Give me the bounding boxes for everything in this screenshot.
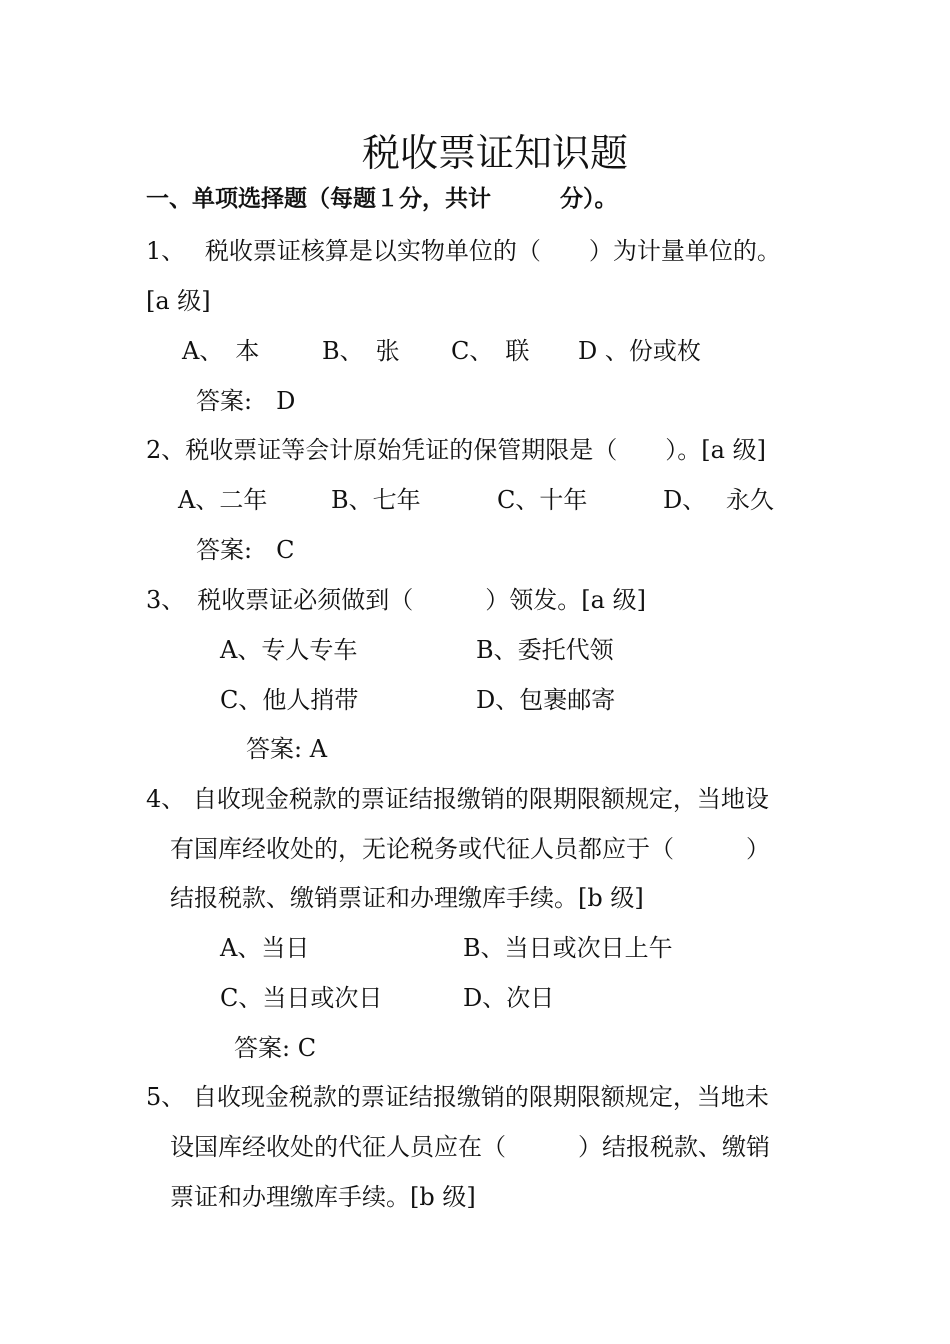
question-5-line-1: 5、 自收现金税款的票证结报缴销的限期限额规定，当地未 — [146, 1083, 769, 1111]
question-5-line-3: 票证和办理缴库手续。[b 级] — [170, 1183, 476, 1211]
question-4-option-a: A、当日 — [220, 934, 310, 962]
question-1-option-a: A、 本 — [182, 337, 260, 365]
question-2-stem: 2、税收票证等会计原始凭证的保管期限是（ ）。[a 级] — [146, 436, 766, 464]
question-4-answer: 答案: C — [234, 1034, 317, 1062]
question-2-answer: 答案: C — [196, 536, 295, 564]
question-4-line-2: 有国库经收处的，无论税务或代征人员都应于（ ） — [170, 835, 770, 863]
question-2-option-b: B、七年 — [331, 486, 421, 514]
question-2-option-d: D、 永久 — [663, 486, 774, 514]
question-5-line-2: 设国库经收处的代征人员应在（ ）结报税款、缴销 — [170, 1133, 770, 1161]
section-heading: 一、单项选择题（每题１分，共计 分）。 — [146, 186, 618, 212]
question-3-option-a: A、专人专车 — [220, 636, 358, 664]
question-4-line-3: 结报税款、缴销票证和办理缴库手续。[b 级] — [170, 884, 644, 912]
question-3-option-d: D、包裹邮寄 — [476, 686, 616, 714]
question-4-option-c: C、当日或次日 — [220, 984, 383, 1012]
question-1-answer: 答案: D — [196, 387, 296, 415]
question-4-line-1: 4、 自收现金税款的票证结报缴销的限期限额规定，当地设 — [146, 785, 769, 813]
question-3-option-c: C、他人捎带 — [220, 686, 359, 714]
question-1-option-c: C、 联 — [451, 337, 530, 365]
question-3-option-b: B、委托代领 — [476, 636, 614, 664]
page-title: 税收票证知识题 — [361, 131, 628, 175]
question-4-option-b: B、当日或次日上午 — [463, 934, 673, 962]
question-4-option-d: D、次日 — [463, 984, 555, 1012]
question-1-option-b: B、 张 — [322, 337, 400, 365]
question-1-stem: 1、 税收票证核算是以实物单位的（ ）为计量单位的。 — [146, 237, 781, 265]
question-3-stem: 3、 税收票证必须做到（ ）领发。[a 级] — [146, 586, 646, 614]
question-2-option-a: A、二年 — [178, 486, 268, 514]
question-1-option-d: D 、份或枚 — [578, 337, 701, 365]
question-1-level: [a 级] — [146, 287, 211, 315]
question-3-answer: 答案: A — [246, 735, 328, 763]
question-2-option-c: C、十年 — [497, 486, 588, 514]
